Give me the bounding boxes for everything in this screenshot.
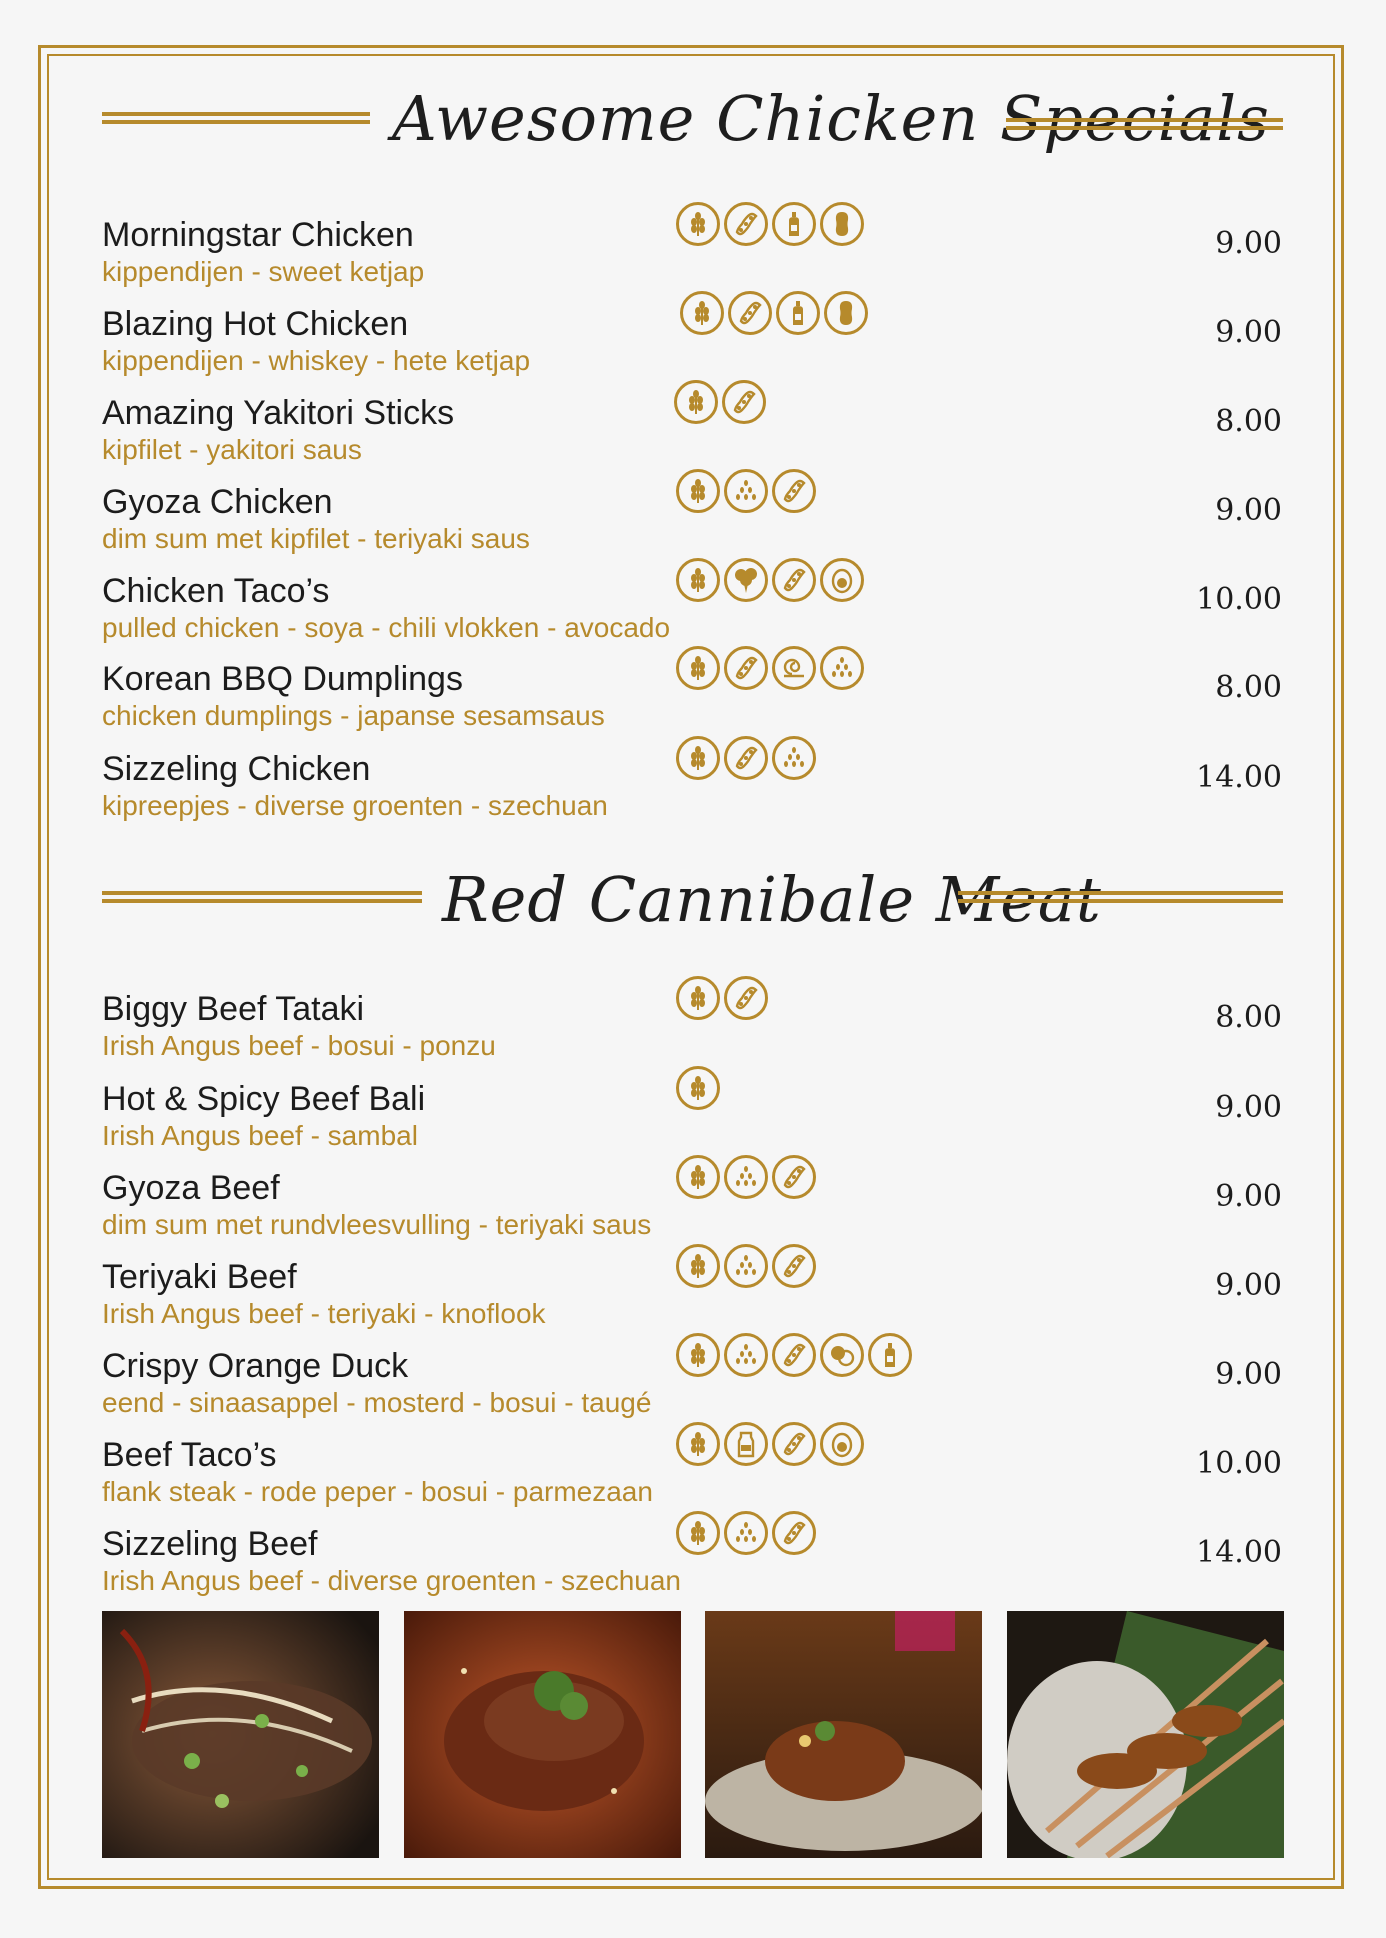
header-rule-left	[102, 891, 422, 903]
item-name: Sizzeling Beef	[102, 1525, 318, 1563]
menu-item	[102, 1080, 1282, 1160]
section-title: Red Cannibale Meat	[442, 863, 1102, 936]
soy-icon	[772, 1511, 816, 1555]
peanut-icon	[824, 291, 868, 335]
celery-icon	[724, 558, 768, 602]
item-description: chicken dumplings - japanse sesamsaus	[102, 700, 605, 731]
egg-icon	[820, 558, 864, 602]
beef-photo	[705, 1611, 982, 1858]
soy-icon	[728, 291, 772, 335]
menu-item	[102, 1258, 1282, 1338]
item-price: 9.00	[1215, 1179, 1282, 1214]
menu-item	[102, 216, 1282, 296]
allergen-icons	[676, 646, 864, 690]
soy-icon	[724, 646, 768, 690]
allergen-icons	[676, 976, 768, 1020]
item-price: 9.00	[1215, 1357, 1282, 1392]
grain-icon	[676, 1422, 720, 1466]
item-price: 9.00	[1215, 226, 1282, 261]
section-title: Awesome Chicken Specials	[392, 82, 1270, 155]
sesame-icon	[724, 469, 768, 513]
sesame-icon	[724, 1333, 768, 1377]
menu-item	[102, 572, 1282, 652]
steak-photo	[404, 1611, 681, 1858]
item-name: Morningstar Chicken	[102, 216, 414, 254]
menu-item	[102, 305, 1282, 385]
allergen-icons	[676, 1333, 912, 1377]
allergen-icons	[676, 1511, 816, 1555]
allergen-icons	[676, 736, 816, 780]
bottle-icon	[772, 202, 816, 246]
egg-icon	[820, 1422, 864, 1466]
menu-item	[102, 1436, 1282, 1516]
item-description: kipreepjes - diverse groenten - szechuan	[102, 790, 608, 821]
allergen-icons	[676, 202, 864, 246]
bottle-icon	[868, 1333, 912, 1377]
item-price: 14.00	[1196, 1535, 1282, 1570]
menu-item	[102, 1347, 1282, 1427]
grain-icon	[674, 380, 718, 424]
item-name: Blazing Hot Chicken	[102, 305, 409, 343]
soy-icon	[724, 736, 768, 780]
menu-item	[102, 660, 1282, 740]
allergen-icons	[676, 1155, 816, 1199]
item-description: dim sum met kipfilet - teriyaki saus	[102, 523, 530, 554]
soy-icon	[772, 469, 816, 513]
item-description: kipfilet - yakitori saus	[102, 434, 362, 465]
item-price: 14.00	[1196, 760, 1282, 795]
grain-icon	[676, 558, 720, 602]
soy-icon	[722, 380, 766, 424]
item-name: Hot & Spicy Beef Bali	[102, 1080, 426, 1118]
soy-icon	[772, 1333, 816, 1377]
bottle-icon	[776, 291, 820, 335]
menu-item	[102, 1169, 1282, 1249]
chicken-section-header	[102, 64, 1283, 174]
soy-icon	[772, 1422, 816, 1466]
allergen-icons	[674, 380, 766, 424]
sesame-icon	[724, 1155, 768, 1199]
grain-icon	[676, 1066, 720, 1110]
header-rule-right	[958, 891, 1283, 903]
allergen-icons	[676, 1422, 864, 1466]
item-name: Biggy Beef Tataki	[102, 990, 365, 1028]
mollusc-icon	[772, 646, 816, 690]
grain-icon	[676, 202, 720, 246]
item-description: eend - sinaasappel - mosterd - bosui - taugé	[102, 1387, 652, 1418]
grain-icon	[676, 976, 720, 1020]
grain-icon	[676, 1333, 720, 1377]
allergen-icons	[676, 1066, 720, 1110]
sesame-icon	[724, 1511, 768, 1555]
item-name: Amazing Yakitori Sticks	[102, 394, 455, 432]
item-description: flank steak - rode peper - bosui - parmezaan	[102, 1476, 653, 1507]
item-description: Irish Angus beef - bosui - ponzu	[102, 1030, 496, 1061]
menu-item	[102, 990, 1282, 1070]
item-description: kippendijen - sweet ketjap	[102, 256, 425, 287]
milk-icon	[724, 1422, 768, 1466]
item-description: Irish Angus beef - teriyaki - knoflook	[102, 1298, 546, 1329]
item-price: 9.00	[1215, 1090, 1282, 1125]
soy-icon	[772, 1244, 816, 1288]
allergen-icons	[676, 469, 816, 513]
item-price: 10.00	[1196, 1446, 1282, 1481]
item-price: 8.00	[1215, 404, 1282, 439]
allergen-icons	[676, 558, 864, 602]
item-name: Teriyaki Beef	[102, 1258, 297, 1296]
item-name: Sizzeling Chicken	[102, 750, 371, 788]
item-price: 9.00	[1215, 315, 1282, 350]
peanut-icon	[820, 202, 864, 246]
soy-icon	[724, 976, 768, 1020]
skewers-photo	[1007, 1611, 1284, 1858]
grain-icon	[680, 291, 724, 335]
item-name: Gyoza Chicken	[102, 483, 333, 521]
menu-item	[102, 394, 1282, 474]
grain-icon	[676, 1244, 720, 1288]
meat-section-header	[102, 845, 1283, 955]
item-price: 8.00	[1215, 670, 1282, 705]
item-price: 9.00	[1215, 1268, 1282, 1303]
allergen-icons	[680, 291, 868, 335]
item-price: 10.00	[1196, 582, 1282, 617]
item-name: Gyoza Beef	[102, 1169, 280, 1207]
sesame-icon	[772, 736, 816, 780]
grain-icon	[676, 469, 720, 513]
item-description: pulled chicken - soya - chili vlokken - avocado	[102, 612, 671, 643]
grain-icon	[676, 646, 720, 690]
item-price: 8.00	[1215, 1000, 1282, 1035]
sesame-icon	[820, 646, 864, 690]
item-name: Chicken Taco’s	[102, 572, 330, 610]
header-rule-right	[1006, 118, 1283, 130]
item-name: Korean BBQ Dumplings	[102, 660, 463, 698]
menu-item	[102, 750, 1282, 830]
soy-icon	[772, 558, 816, 602]
soy-icon	[772, 1155, 816, 1199]
allergen-icons	[676, 1244, 816, 1288]
menu-item	[102, 483, 1282, 563]
soy-icon	[724, 202, 768, 246]
nuts-icon	[820, 1333, 864, 1377]
item-name: Crispy Orange Duck	[102, 1347, 409, 1385]
grain-icon	[676, 1511, 720, 1555]
tataki-photo	[102, 1611, 379, 1858]
grain-icon	[676, 736, 720, 780]
item-price: 9.00	[1215, 493, 1282, 528]
item-description: dim sum met rundvleesvulling - teriyaki saus	[102, 1209, 652, 1240]
item-description: Irish Angus beef - sambal	[102, 1120, 418, 1151]
menu-item	[102, 1525, 1282, 1605]
grain-icon	[676, 1155, 720, 1199]
item-name: Beef Taco’s	[102, 1436, 277, 1474]
header-rule-left	[102, 112, 370, 124]
sesame-icon	[724, 1244, 768, 1288]
item-description: Irish Angus beef - diverse groenten - szechuan	[102, 1565, 682, 1596]
item-description: kippendijen - whiskey - hete ketjap	[102, 345, 531, 376]
